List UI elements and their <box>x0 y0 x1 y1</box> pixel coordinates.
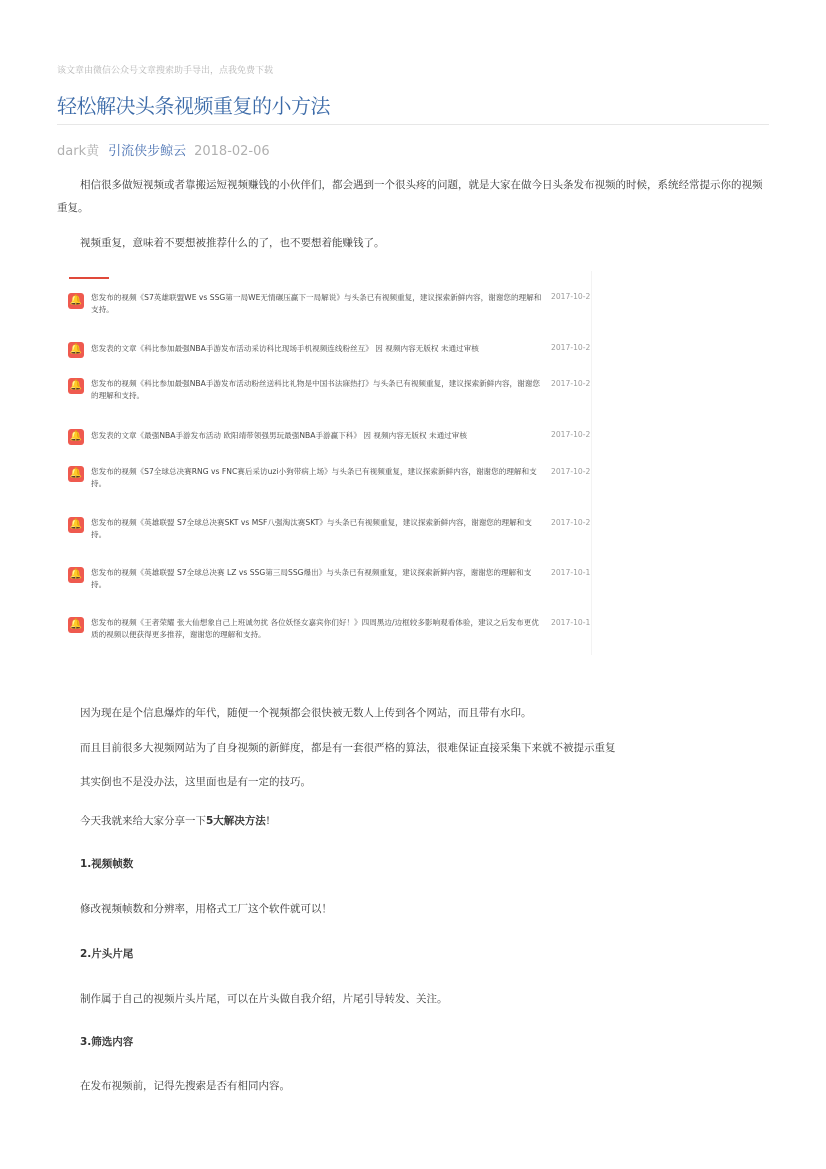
section-heading: 2.片头片尾 <box>80 948 134 960</box>
notification-text: 您发布的视频《科比参加最强NBA手游发布活动粉丝送科比礼物是中国书法寐热打》与头条已有视频重复，建议探索新鲜内容，谢谢您的理解和支持。 <box>91 379 540 400</box>
notification-date: 2017-10-1 <box>551 568 591 577</box>
intro-paragraph-2: 视频重复，意味着不要想被推荐什么的了，也不要想着能赚钱了。 <box>80 237 385 249</box>
notification-date: 2017-10-2 <box>551 467 591 476</box>
body-paragraph: 而且目前很多大视频网站为了自身视频的新鲜度，都是有一套很严格的算法，很难保证直接采集下来就不被提示重复 <box>80 742 616 754</box>
notification-text: 您发布的视频《王者荣耀 张大仙想象自己上班诚勿扰 各位妖怪女嘉宾你们好！》四周黑边/边框较多影响观看体验，建议之后发布更优质的视频以便获得更多推荐，谢谢您的理解和支持。 <box>91 618 539 639</box>
body-paragraph: 因为现在是个信息爆炸的年代，随便一个视频都会很快被无数人上传到各个网站，而且带有水印。 <box>80 707 532 719</box>
bell-icon: 🔔 <box>68 617 84 633</box>
notification-date: 2017-10-2 <box>551 430 591 439</box>
account-link[interactable]: 引流侠步鲸云 <box>108 144 187 159</box>
notification-text: 您发布的视频《S7英雄联盟WE vs SSG第一局WE无情碾压赢下一局解说》与头条已有视频重复，建议探索新鲜内容，谢谢您的理解和支持。 <box>91 293 542 314</box>
publish-date: 2018-02-06 <box>194 144 270 159</box>
active-tab-indicator <box>69 277 109 279</box>
author-name: dark黄 <box>57 144 100 159</box>
notification-text: 您发表的文章《最强NBA手游发布活动 欧阳靖带领强男玩最强NBA手游赢下科》 因 视频内容无版权 未通过审核 <box>91 431 467 440</box>
notification-text: 您发布的视频《英雄联盟 S7全球总决赛 LZ vs SSG第三局SSG爆出》与头条已有视频重复，建议探索新鲜内容，谢谢您的理解和支持。 <box>91 568 532 589</box>
bell-icon: 🔔 <box>68 293 84 309</box>
bell-icon: 🔔 <box>68 429 84 445</box>
notification-text: 您发布的视频《S7全球总决赛RNG vs FNC赛后采访uzi小狗带病上场》与头条已有视频重复，建议探索新鲜内容，谢谢您的理解和支持。 <box>91 467 537 488</box>
bell-icon: 🔔 <box>68 342 84 358</box>
section-heading: 1.视频帧数 <box>80 858 134 870</box>
section-text: 修改视频帧数和分辨率，用格式工厂这个软件就可以！ <box>80 903 332 915</box>
export-notice[interactable]: 该文章由微信公众号文章搜索助手导出，点我免费下载 <box>57 66 274 76</box>
bell-icon: 🔔 <box>68 378 84 394</box>
notification-item <box>63 464 591 506</box>
notification-item <box>63 565 591 607</box>
notification-screenshot <box>63 271 592 655</box>
share-suffix: ! <box>265 815 271 827</box>
notification-item <box>63 427 591 469</box>
notification-item <box>63 376 591 418</box>
article-meta <box>57 140 270 159</box>
notification-item <box>63 289 591 331</box>
section-text: 制作属于自己的视频片头片尾，可以在片头做自我介绍，片尾引导转发、关注。 <box>80 993 448 1005</box>
title-divider <box>57 124 769 125</box>
notification-date: 2017-10-2 <box>551 379 591 388</box>
notification-date: 2017-10-1 <box>551 618 591 627</box>
share-paragraph <box>80 813 770 828</box>
body-paragraph: 其实倒也不是没办法，这里面也是有一定的技巧。 <box>80 776 311 788</box>
bell-icon: 🔔 <box>68 466 84 482</box>
section-heading: 3.筛选内容 <box>80 1036 134 1048</box>
notification-item <box>63 515 591 557</box>
share-highlight: 5大解决方法 <box>206 815 266 827</box>
notification-text: 您发布的视频《英雄联盟 S7全球总决赛SKT vs MSF八强淘汰赛SKT》与头条已有视频重复，建议探索新鲜内容，谢谢您的理解和支持。 <box>91 518 532 539</box>
share-prefix: 今天我就来给大家分享一下 <box>80 815 206 827</box>
bell-icon: 🔔 <box>68 567 84 583</box>
notification-date: 2017-10-2 <box>551 292 591 301</box>
notification-item <box>63 615 591 655</box>
section-text: 在发布视频前，记得先搜索是否有相同内容。 <box>80 1080 290 1092</box>
article-title: 轻松解决头条视频重复的小方法 <box>57 94 330 118</box>
bell-icon: 🔔 <box>68 517 84 533</box>
intro-paragraph-1: 相信很多做短视频或者靠搬运短视频赚钱的小伙伴们，都会遇到一个很头疼的问题，就是大家在做今日头条发布视频的时候，系统经常提示你的视频重复。 <box>57 179 763 214</box>
notification-date: 2017-10-2 <box>551 343 591 352</box>
notification-text: 您发表的文章《科比参加最强NBA手游发布活动采访科比现场手机视频连线粉丝互》 因 视频内容无版权 未通过审核 <box>91 344 479 353</box>
notification-date: 2017-10-2 <box>551 518 591 527</box>
